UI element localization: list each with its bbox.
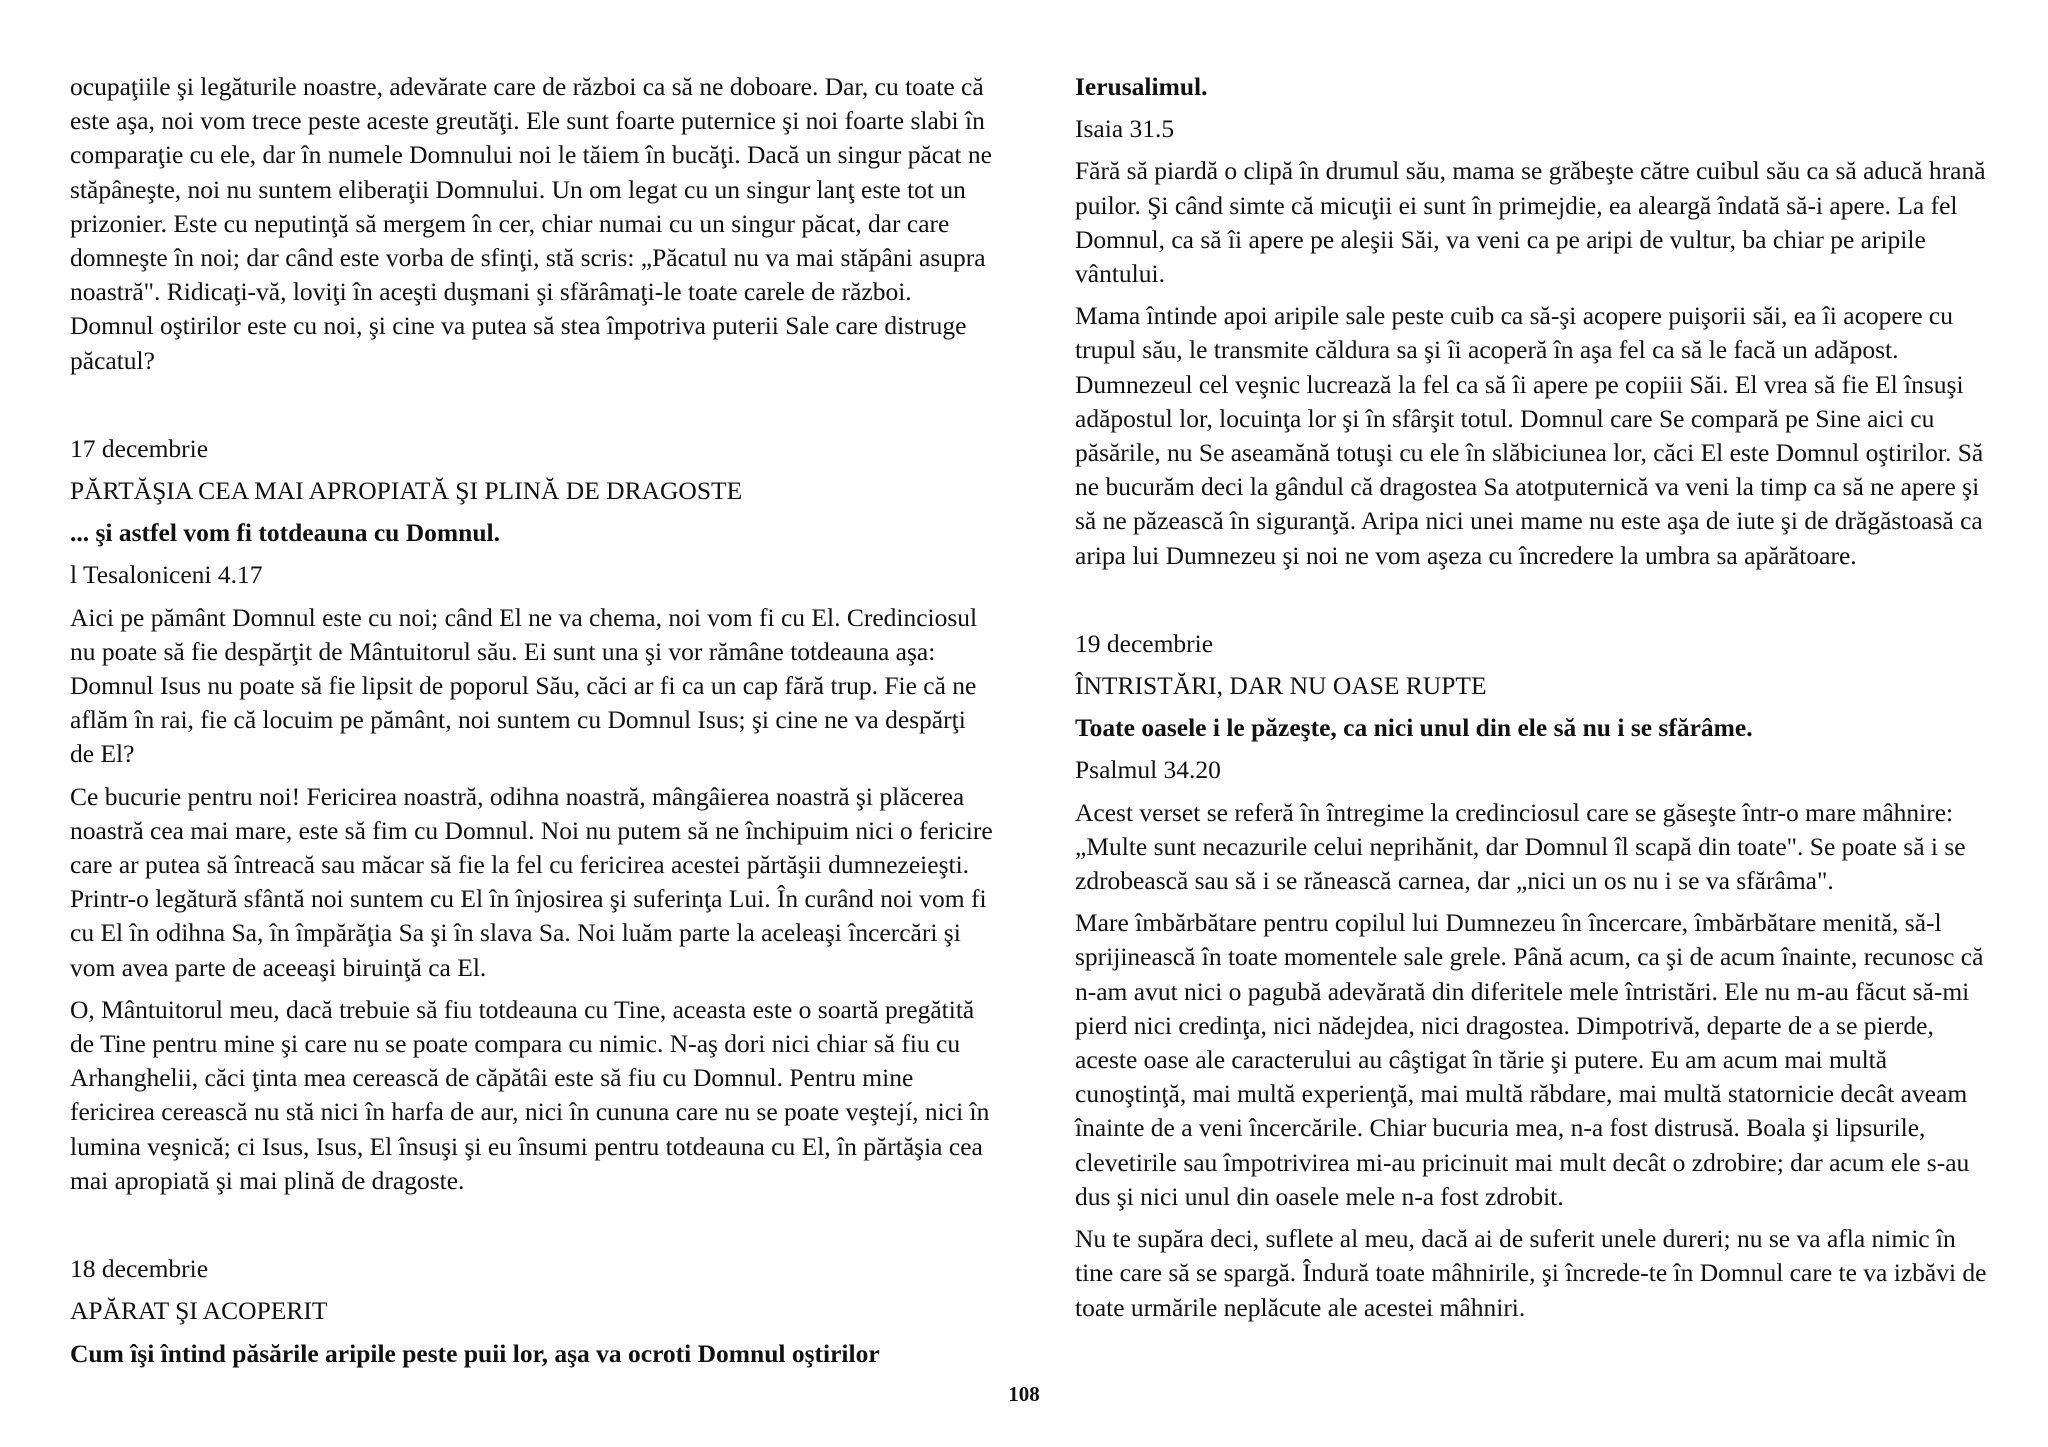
continuation-paragraph: ocupaţiile şi legăturile noastre, adevărate care de război ca să ne doboare. Dar, cu toate că este aşa, noi vom trece peste aceste greutăţi. Ele sunt foarte puternice şi noi foarte slabi în comparaţie cu ele, dar în numele Domnului noi le tăiem în bucăţi. Dacă un singur păcat ne stăpâneşte, noi nu suntem eliberaţii Domnului. Un om legat cu un singur lanţ este tot un prizonier. Este cu neputinţă să mergem în cer, chiar numai cu un singur păcat, dar care domneşte în noi; dar când este vorba de sfinţi, stă scris: „Păcatul nu va mai stăpâni asupra noastră". Ridicaţi-vă, loviţi în aceşti duşmani şi sfărâmaţi-le toate carele de război. Domnul oştirilor este cu noi, şi cine va putea să stea împotriva puterii Sale care distruge păcatul? [70, 72, 992, 375]
entry-date: 19 decembrie [1075, 628, 1214, 658]
entry-18-december [70, 1252, 995, 1371]
entry-title: PĂRTĂŞIA CEA MAI APROPIATĂ ŞI PLINĂ DE DRAGOSTE [70, 476, 743, 506]
entry-paragraph: Ce bucurie pentru noi! Fericirea noastră, odihna noastră, mângâierea noastră şi plăcerea noastră cea mai mare, este să fim cu Domnul. Noi nu putem să ne închipuim nici o fericire care ar putea să întreacă sau măcar să fie la fel cu fericirea acestei părtăşii dumnezeieşti. Printr-o legătură sfântă noi suntem cu El în înjosirea şi suferinţa Lui. În curând noi vom fi cu El în odihna Sa, în împărăţia Sa şi în slava Sa. Noi luăm parte la aceleaşi încercări şi vom avea parte de aceeaşi biruinţă ca El. [70, 781, 993, 982]
entry-verse-continued: Ierusalimul. [1075, 72, 1208, 101]
entry-19-december [1075, 627, 2000, 1325]
entry-date: 18 decembrie [70, 1254, 209, 1284]
entry-date: 17 decembrie [70, 433, 209, 463]
entry-reference: Isaia 31.5 [1075, 114, 1175, 144]
entry-paragraph: Mama întinde apoi aripile sale peste cuib ca să-şi acopere puişorii săi, ea îi acopere cu trupul său, le transmite căldura sa şi îi acoperă în aşa fel ca să le facă un adăpost. Dumnezeul cel veşnic lucrează la fel ca să îi apere pe copiii Săi. El vrea să fie El însuşi adăpostul lor, locuinţa lor şi în sfârşit totul. Domnul care Se compară pe Sine aici cu păsările, nu Se aseamănă totuşi cu ele în slăbiciunea lor, căci El este Domnul oştirilor. Să ne bucurăm deci la gândul că dragostea Sa atotputernică va veni la timp ca să ne apere şi să ne păzească în siguranţă. Aripa nici unei mame nu este aşa de iute şi de drăgăstoasă ca aripa lui Dumnezeu şi noi ne vom aşeza cu încredere la umbra sa apărătoare. [1075, 301, 1984, 570]
left-column [70, 70, 995, 1379]
entry-paragraph: Mare îmbărbătare pentru copilul lui Dumnezeu în încercare, îmbărbătare menită, să-l sprijinească în toate momentele sale grele. Până acum, ca şi de acum înainte, recunosc că n-am avut nici o pagubă adevărată din diferitele mele întristări. Ele nu m-au făcut să-mi pierd nici credinţa, nici nădejdea, nici dragostea. Dimpotrivă, departe de a se pierde, aceste oase ale caracterului au câştigat în tărie şi putere. Eu am acum mai multă cunoştinţă, mai multă experienţă, mai multă răbdare, mai multă statornicie decât aveam înainte de a veni încercările. Chiar bucuria mea, n-a fost distrusă. Boala şi lipsurile, clevetirile sau împotrivirea mi-au pricinuit mai mult decât o zdrobire; dar acum ele s-au dus şi nici unul din oasele mele n-a fost zdrobit. [1075, 908, 1984, 1211]
entry-verse: Cum îşi întind păsările aripile peste puii lor, aşa va ocroti Domnul oştirilor [70, 1338, 880, 1368]
right-column [1075, 70, 2000, 1333]
entry-reference: Psalmul 34.20 [1075, 755, 1221, 785]
entry-paragraph: Nu te supăra deci, suflete al meu, dacă ai de suferit unele dureri; nu se va afla nimic în tine care să se spargă. Îndură toate mâhnirile, şi încrede-te în Domnul care te va izbăvi de toate urmările neplăcute ale acestei mâhniri. [1075, 1224, 1987, 1322]
section-gap [70, 386, 995, 432]
page-number: 108 [1008, 1382, 1040, 1406]
entry-title: ÎNTRISTĂRI, DAR NU OASE RUPTE [1075, 671, 1487, 701]
entry-paragraph: Fără să piardă o clipă în drumul său, mama se grăbeşte către cuibul său ca să aducă hrană puilor. Şi când simte că micuţii ei sunt în primejdie, ea aleargă îndată să-i apere. La fel Domnul, ca să îi apere pe aleşii Săi, va veni ca pe aripi de vultur, ba chiar pe aripile vântului. [1075, 156, 1986, 289]
entry-verse: ... şi astfel vom fi totdeauna cu Domnul. [70, 518, 500, 548]
entry-paragraph: O, Mântuitorul meu, dacă trebuie să fiu totdeauna cu Tine, aceasta este o soartă pregătită de Tine pentru mine şi care nu se poate compara cu nimic. N-aş dori nici chiar să fiu cu Arhanghelii, căci ţinta mea cerească de căpătâi este să fiu cu Domnul. Pentru mine fericirea cerească nu stă nici în harfa de aur, nici în cununa care nu se poate veştejí, nici în lumina veşnică; ci Isus, Isus, El însuşi şi eu însumi pentru totdeauna cu El, în părtăşia cea mai apropiată şi mai plină de dragoste. [70, 994, 990, 1195]
section-gap [70, 1206, 995, 1252]
entry-verse: Toate oasele i le păzeşte, ca nici unul din ele să nu i se sfărâme. [1075, 713, 1753, 743]
entry-title: APĂRAT ŞI ACOPERIT [70, 1296, 328, 1326]
entry-reference: l Tesaloniceni 4.17 [70, 560, 263, 590]
section-gap [1075, 581, 2000, 627]
entry-17-december [70, 432, 995, 1198]
entry-paragraph: Acest verset se referă în întregime la credinciosul care se găseşte într-o mare mâhnire: „Multe sunt necazurile celui neprihănit, dar Domnul îl scapă din toate". Se poate să i se zdrobească sau să i se rănească carnea, dar „nici un os nu i se va sfărâma". [1075, 797, 1966, 896]
entry-paragraph: Aici pe pământ Domnul este cu noi; când El ne va chema, noi vom fi cu El. Credinciosul nu poate să fie despărţit de Mântuitorul său. Ei sunt una şi vor rămâne totdeauna aşa: Domnul Isus nu poate să fie lipsit de poporul Său, căci ar fi ca un cap fără trup. Fie că ne aflăm în rai, fie că locuim pe pământ, noi suntem cu Domnul Isus; şi cine ne va despărţi de El? [70, 602, 978, 769]
